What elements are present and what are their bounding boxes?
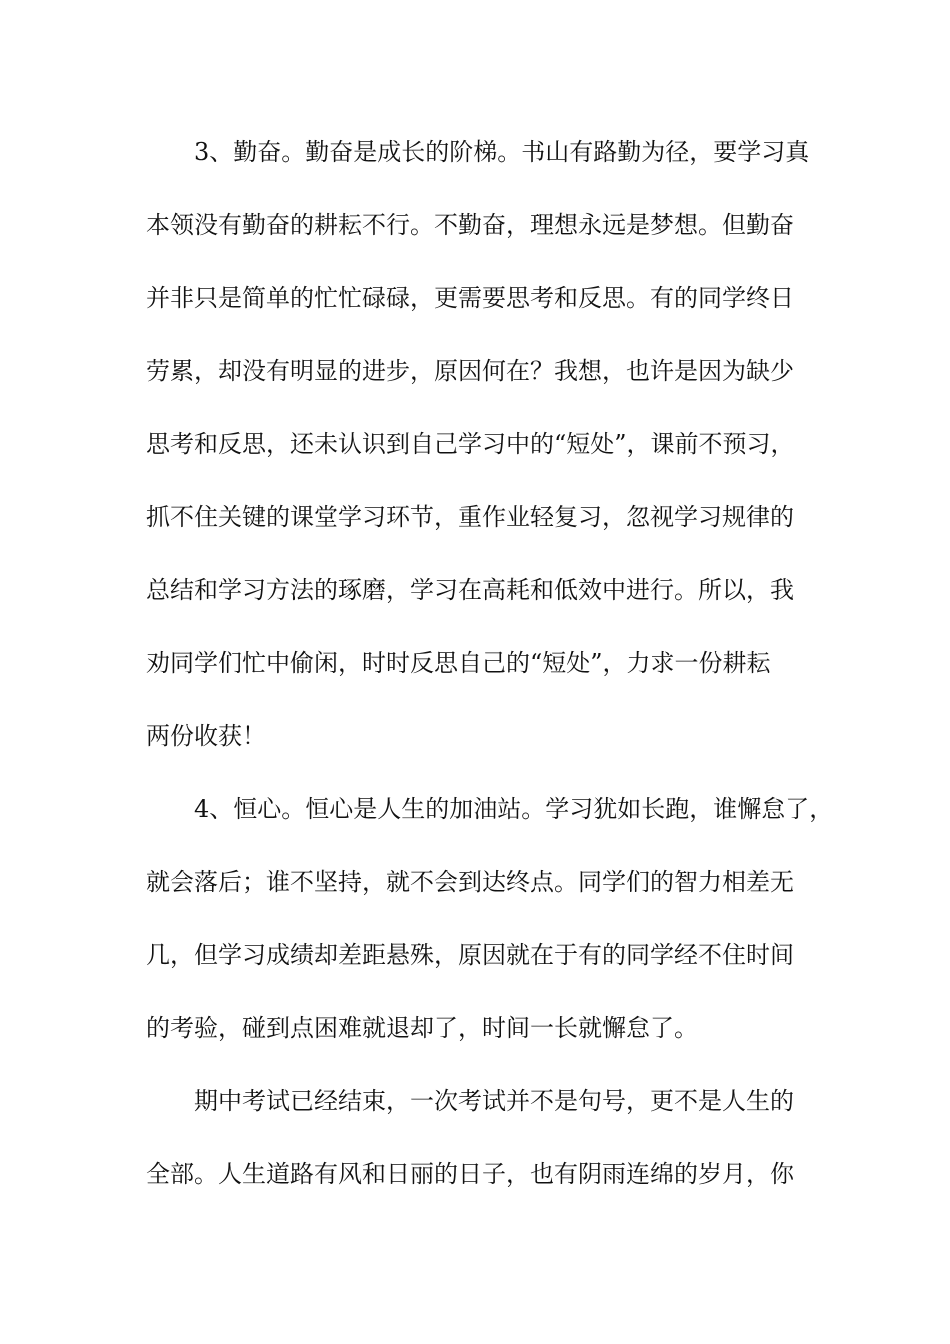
paragraph-line: 两份收获！	[146, 722, 266, 750]
paragraph-line: 就会落后；谁不坚持，就不会到达终点。同学们的智力相差无	[146, 868, 794, 896]
paragraph-line: 本领没有勤奋的耕耘不行。不勤奋，理想永远是梦想。但勤奋	[146, 211, 794, 239]
paragraph-line: 思考和反思，还未认识到自己学习中的“短处”，课前不预习，	[146, 430, 795, 458]
paragraph-line: 劳累，却没有明显的进步，原因何在？我想，也许是因为缺少	[146, 357, 794, 385]
paragraph-line: 抓不住关键的课堂学习环节，重作业轻复习，忽视学习规律的	[146, 503, 794, 531]
paragraph-line: 的考验，碰到点困难就退却了，时间一长就懈怠了。	[146, 1014, 698, 1042]
paragraph-line: 3、勤奋。勤奋是成长的阶梯。书山有路勤为径，要学习真	[194, 138, 810, 166]
paragraph-line: 全部。人生道路有风和日丽的日子，也有阴雨连绵的岁月，你	[146, 1160, 794, 1188]
paragraph-line: 总结和学习方法的琢磨，学习在高耗和低效中进行。所以，我	[146, 576, 794, 604]
paragraph-midterm	[146, 1077, 806, 1223]
paragraph-line: 并非只是简单的忙忙碌碌，更需要思考和反思。有的同学终日	[146, 284, 794, 312]
document-body	[146, 128, 834, 1223]
paragraph-diligence	[146, 128, 810, 785]
paragraph-line: 4、恒心。恒心是人生的加油站。学习犹如长跑，谁懈怠了，	[194, 795, 834, 823]
paragraph-line: 劝同学们忙中偷闲，时时反思自己的“短处”，力求一份耕耘	[146, 649, 771, 677]
paragraph-line: 几，但学习成绩却差距悬殊，原因就在于有的同学经不住时间	[146, 941, 794, 969]
paragraph-line: 期中考试已经结束，一次考试并不是句号，更不是人生的	[194, 1087, 794, 1115]
paragraph-perseverance	[146, 785, 834, 1077]
